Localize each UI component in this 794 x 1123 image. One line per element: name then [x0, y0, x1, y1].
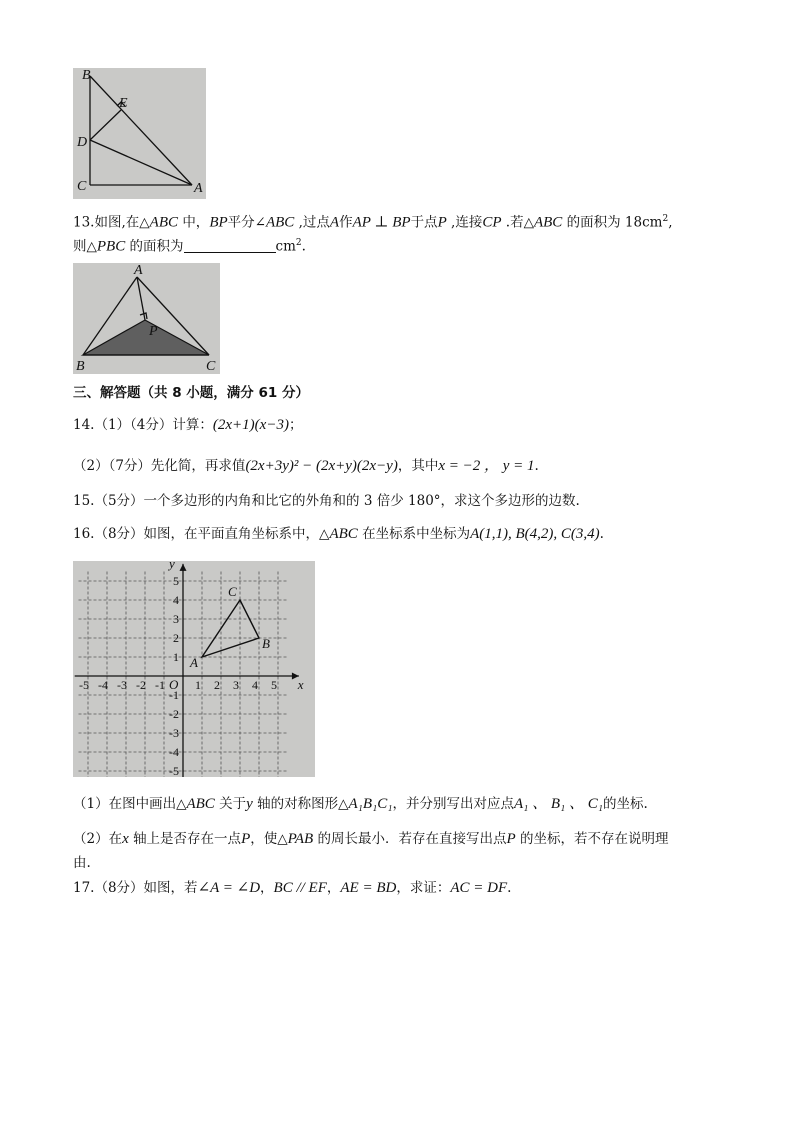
q17-condition: AE = BD — [340, 880, 397, 896]
q17-text-part: ， — [260, 880, 274, 896]
figure-q12-drawing — [73, 68, 206, 199]
q13-var: CP — [482, 214, 502, 231]
q16-sub2-cont: 由. — [73, 855, 91, 871]
q13-var: PBC — [96, 238, 126, 255]
q14-label: （2）（7分）先化简，再求值 — [73, 458, 246, 474]
label-c: C — [206, 359, 216, 374]
q16-var: x — [122, 831, 129, 847]
q17-condition: BC // EF — [273, 880, 327, 896]
x-tick-label: -4 — [98, 678, 108, 692]
y-tick-label: -5 — [169, 764, 179, 777]
q13-var: BP — [209, 214, 228, 231]
q16-var: ABC — [186, 796, 215, 812]
q16-text: ，使△ — [250, 831, 288, 847]
q14-expression: (2x+3y)² − (2x+y)(2x−y) — [245, 458, 398, 474]
q17-text-part: . — [507, 880, 512, 896]
q14-part2 — [73, 456, 539, 476]
q16-var: PAB — [287, 831, 314, 847]
label-d: D — [77, 135, 88, 150]
y-tick-label: -3 — [169, 726, 179, 740]
shaded-triangle-pbc — [83, 320, 209, 355]
triangle-abc — [202, 600, 259, 657]
q16-text: . — [599, 526, 604, 542]
point-label-c: C — [228, 584, 237, 599]
q13-text: 平分∠ — [227, 214, 266, 231]
q16-text: 轴的对称图形△ — [257, 796, 349, 812]
y-tick-label: 3 — [173, 612, 179, 626]
q13-var: ABC — [265, 214, 295, 231]
y-tick-label: -2 — [169, 707, 179, 721]
q13-text: .若△ — [505, 214, 534, 231]
y-tick-label: 5 — [173, 574, 179, 588]
section-heading: 三、解答题（共 8 小题，满分 61 分） — [73, 385, 309, 401]
q16-text: 的周长最小．若存在直接写出点 — [317, 831, 507, 847]
q13-line1 — [73, 209, 673, 233]
q13-text: 于点 — [410, 214, 438, 231]
y-tick-label: 1 — [173, 650, 179, 664]
q14-given: x = −2 ， y = 1 — [438, 458, 535, 474]
q16-sub1 — [73, 794, 648, 814]
point-label-b: B — [262, 636, 270, 651]
figure-q13-drawing — [73, 263, 220, 374]
q17-text — [73, 878, 511, 898]
x-tick-label: 5 — [271, 678, 277, 692]
q13-number: 13. — [73, 214, 95, 231]
q16-var: ABC — [329, 526, 358, 542]
q17-text-part: 17.（8分）如图，若 — [73, 880, 198, 896]
q16-intro — [73, 524, 604, 544]
q16-var: P — [241, 831, 251, 847]
label-b: B — [76, 359, 85, 374]
x-tick-label: 1 — [195, 678, 201, 692]
figure-q13 — [73, 263, 220, 374]
q13-sup: 2 — [662, 214, 669, 224]
label-a: A — [134, 263, 143, 278]
q16-text: ，并分别写出对应点 — [392, 796, 514, 812]
q16-text: 的坐标，若不存在说明理 — [519, 831, 669, 847]
q14-expression: (2x+1)(x−3) — [212, 417, 289, 433]
x-axis-label: x — [297, 677, 304, 692]
y-tick-label: -1 — [169, 688, 179, 702]
label-p: P — [149, 324, 158, 339]
y-tick-label: 2 — [173, 631, 179, 645]
q13-text: 的面积为 — [129, 238, 184, 255]
x-tick-label: 2 — [214, 678, 220, 692]
x-tick-label: -5 — [79, 678, 89, 692]
q17-text-part: ， — [326, 880, 341, 896]
y-axis-label: y — [169, 561, 175, 571]
q14-text: . — [534, 458, 539, 474]
q13-text: 则△ — [73, 238, 97, 255]
segment-ba — [90, 76, 192, 185]
q13-line2 — [73, 233, 306, 257]
q13-text: , — [668, 214, 673, 231]
q17-text-part: ，求证： — [396, 880, 451, 896]
q13-text: ,连接 — [451, 214, 483, 231]
q14-part1 — [73, 415, 302, 435]
q13-text: 中， — [182, 214, 210, 231]
figure-q16-grid — [73, 561, 315, 777]
label-c: C — [77, 179, 87, 194]
q16-var: y — [246, 796, 253, 812]
label-e: E — [119, 96, 128, 111]
q16-text: 的坐标. — [602, 796, 648, 812]
q16-var: A₁B₁C₁ — [348, 796, 393, 812]
q14-text: ； — [288, 417, 303, 433]
q17-goal: AC = DF — [450, 880, 508, 896]
label-b: B — [82, 68, 91, 83]
q16-text: 关于 — [219, 796, 247, 812]
q15-text: 15.（5分）一个多边形的内角和比它的外角和的 3 倍少 180°，求这个多边形的边数. — [73, 493, 580, 509]
q16-sub2 — [73, 829, 668, 849]
segment-da — [90, 140, 192, 185]
q13-text: . — [301, 238, 306, 255]
coordinate-grid — [73, 561, 315, 777]
y-tick-label: -4 — [169, 745, 179, 759]
answer-blank[interactable] — [184, 238, 276, 253]
q14-label: 14.（1）（4分）计算： — [73, 417, 213, 433]
q13-var: A — [329, 214, 340, 231]
x-tick-label: 4 — [252, 678, 258, 692]
segment-de — [90, 110, 121, 140]
x-tick-label: -3 — [117, 678, 127, 692]
q13-sup: 2 — [295, 238, 302, 248]
q16-text: （1）在图中画出△ — [73, 796, 187, 812]
q13-var: P — [437, 214, 447, 231]
q13-text: 如图,在△ — [94, 214, 150, 231]
y-axis-arrow — [180, 564, 187, 571]
q13-text: ,过点 — [298, 214, 330, 231]
q16-text: 16.（8分）如图，在平面直角坐标系中，△ — [73, 526, 330, 542]
x-tick-label: -2 — [136, 678, 146, 692]
figure-q12 — [73, 68, 206, 199]
q14-text: ，其中 — [397, 458, 439, 474]
q13-var: ABC — [533, 214, 563, 231]
y-tick-label: 4 — [173, 593, 179, 607]
q13-text: 作 — [339, 214, 353, 231]
origin-label: O — [169, 677, 179, 692]
label-a: A — [194, 181, 203, 196]
q16-var: P — [506, 831, 516, 847]
x-tick-label: 3 — [233, 678, 239, 692]
q13-text: 的面积为 18cm — [566, 214, 663, 231]
q13-var: ABC — [149, 214, 179, 231]
x-tick-label: -1 — [155, 678, 165, 692]
q13-unit: cm — [275, 238, 296, 255]
q13-var: AP ⊥ BP — [352, 214, 411, 231]
q16-text: 轴上是否存在一点 — [133, 831, 242, 847]
q16-text: （2）在 — [73, 831, 123, 847]
q17-condition: ∠A = ∠D — [197, 880, 261, 896]
q16-var: A₁ 、 B₁ 、 C₁ — [513, 796, 603, 812]
q16-text: 在坐标系中坐标为 — [362, 526, 471, 542]
right-angle-mark — [140, 313, 147, 319]
point-label-a: A — [190, 655, 198, 670]
q16-coords: A(1,1), B(4,2), C(3,4) — [470, 526, 600, 542]
